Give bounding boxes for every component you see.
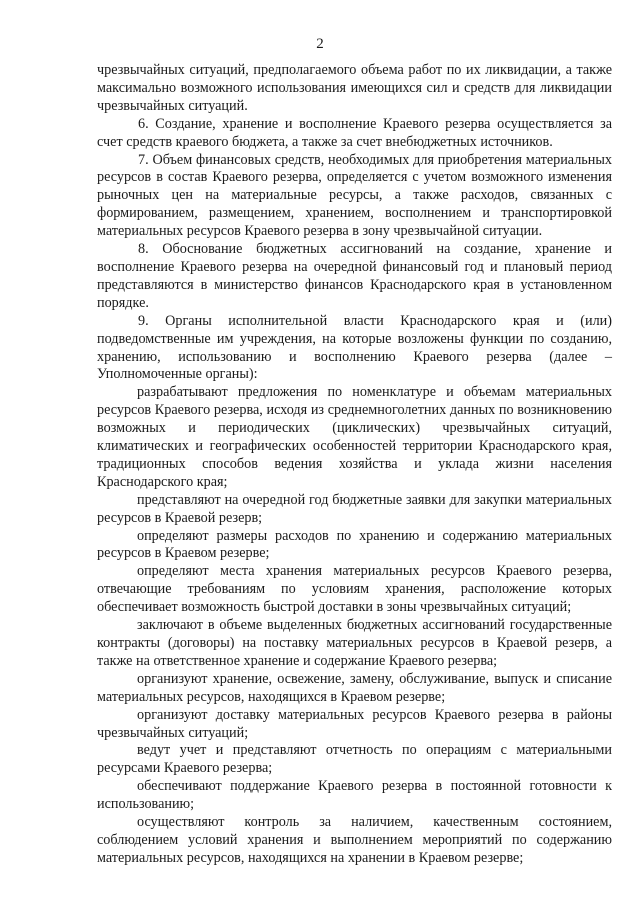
page-number: 2 xyxy=(316,36,324,52)
duty-organize-delivery: организуют доставку материальных ресурсов Краевого резерва в районы чрезвычайных ситуаций; xyxy=(97,706,612,741)
paragraph-item-9: 9. Органы исполнительной власти Краснодарского края и (или) подведомственные им учреждения, на которые возложены функции по созданию, хранению, использованию и восполнению Краевого резерва (далее – Уполномоченные органы): xyxy=(97,312,612,383)
paragraph-item-8: 8. Обоснование бюджетных ассигнований на создание, хранение и восполнение Краевого резерва на очередной финансовый год и плановый период представляются в министерство финансов Краснодарского края в установленном порядке. xyxy=(97,241,612,311)
paragraph-item-7: 7. Объем финансовых средств, необходимых для приобретения материальных ресурсов в состав Краевого резерва, определяется с учетом возможного изменения рыночных цен на материальные ресурсы, а также расходов, связанных с формированием, размещением, хранением, восполнением и транспортировкой материальных ресурсов Краевого резерва в зону чрезвычайной ситуации. xyxy=(97,151,612,240)
duty-accounting: ведут учет и представляют отчетность по операциям с материальными ресурсами Краевого резерва; xyxy=(97,742,612,777)
duty-readiness: обеспечивают поддержание Краевого резерва в постоянной готовности к использованию; xyxy=(97,778,612,813)
paragraph-continuation: чрезвычайных ситуаций, предполагаемого объема работ по их ликвидации, а также максимально возможного использования имеющихся сил и средств для ликвидации чрезвычайных ситуаций. xyxy=(97,62,612,114)
duty-budget-requests: представляют на очередной год бюджетные заявки для закупки материальных ресурсов в Краевой резерв; xyxy=(97,491,612,526)
duty-storage-costs: определяют размеры расходов по хранению и содержанию материальных ресурсов в Краевом резерве; xyxy=(97,527,612,562)
document-body xyxy=(97,62,612,868)
paragraph-item-6: 6. Создание, хранение и восполнение Краевого резерва осуществляется за счет средств краевого бюджета, а также за счет внебюджетных источников. xyxy=(97,115,612,150)
duty-organize-storage: организуют хранение, освежение, замену, обслуживание, выпуск и списание материальных ресурсов, находящихся в Краевом резерве; xyxy=(97,670,612,705)
duty-storage-places: определяют места хранения материальных ресурсов Краевого резерва, отвечающие требованиям по условиям хранения, расположение которых обеспечивает возможность быстрой доставки в зоны чрезвычайных ситуаций; xyxy=(97,563,612,616)
duty-contracts: заключают в объеме выделенных бюджетных ассигнований государственные контракты (договоры) на поставку материальных ресурсов в Краевой резерв, а также на ответственное хранение и содержание Краевого резерва; xyxy=(97,617,612,669)
duty-control: осуществляют контроль за наличием, качественным состоянием, соблюдением условий хранения и выполнением мероприятий по содержанию материальных ресурсов, находящихся на хранении в Краевом резерве; xyxy=(97,814,612,866)
duty-develop-proposals: разрабатывают предложения по номенклатуре и объемам материальных ресурсов Краевого резерва, исходя из среднемноголетних данных по возникновению возможных и периодических (циклических) чрезвычайных ситуаций, климатических и географических особенностей территории Краснодарского края, традиционных способов ведения хозяйства и уклада жизни населения Краснодарского края; xyxy=(97,384,612,490)
